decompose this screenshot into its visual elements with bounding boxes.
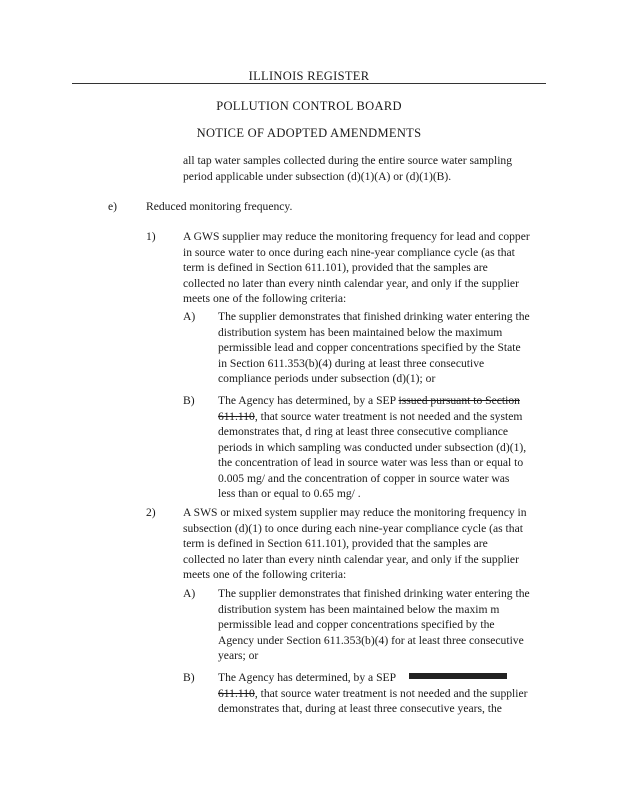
item-1-paragraph bbox=[183, 229, 530, 307]
item-2b-text: , that source water treatment is not needed and the supplier bbox=[254, 686, 528, 700]
deleted-text: issued pursuant to Section bbox=[398, 394, 520, 407]
item-1-marker: 1) bbox=[146, 230, 156, 243]
item-2-paragraph bbox=[183, 505, 527, 583]
item-1b-line: periods in which sampling was conducted under subsection (d)(1), bbox=[218, 440, 527, 454]
item-2a-line: permissible lead and copper concentrations specified by the bbox=[218, 618, 495, 631]
item-1a-line: in Section 611.353(b)(4) during at least three consecutive bbox=[218, 356, 485, 370]
item-1b-text: , that source water treatment is not needed and the system bbox=[254, 409, 523, 423]
item-2b-text: The Agency has determined, by a SEP bbox=[218, 671, 399, 684]
board-name: POLLUTION CONTROL BOARD bbox=[216, 99, 402, 113]
section-e-marker: e) bbox=[108, 200, 118, 213]
item-1-line: term is defined in Section 611.101), provided that the samples are bbox=[183, 261, 488, 274]
item-2b-line: demonstrates that, during at least three consecutive years, the bbox=[218, 702, 502, 715]
item-2b-line bbox=[218, 686, 528, 702]
item-1b-paragraph bbox=[218, 393, 526, 502]
item-2a-line: The supplier demonstrates that finished drinking water entering the bbox=[218, 587, 530, 600]
deleted-text: 611.110 bbox=[218, 686, 255, 700]
redaction-bar bbox=[409, 673, 507, 679]
section-e-title: Reduced monitoring frequency. bbox=[146, 200, 293, 213]
item-1a-line: compliance periods under subsection (d)(1); or bbox=[218, 372, 436, 385]
item-1b-marker: B) bbox=[183, 394, 195, 407]
intro-line: all tap water samples collected during the entire source water sampling bbox=[183, 154, 513, 167]
item-1b-line: 0.005 mg/ and the concentration of copper in source water was bbox=[218, 471, 510, 485]
item-2-line: term is defined in Section 611.101), provided that the samples are bbox=[183, 537, 488, 550]
item-1b-text: The Agency has determined, by a SEP bbox=[218, 394, 399, 407]
item-1b-line: less than or equal to 0.65 mg/ . bbox=[218, 487, 361, 500]
item-2a-line: distribution system has been maintained below the maxim m bbox=[218, 602, 500, 616]
item-2-line: A SWS or mixed system supplier may reduce the monitoring frequency in bbox=[183, 506, 527, 519]
item-2a-line: Agency under Section 611.353(b)(4) for at least three consecutive bbox=[218, 633, 524, 647]
item-1-line: meets one of the following criteria: bbox=[183, 292, 347, 305]
item-1-line: in source water to once during each nine-year compliance cycle (as that bbox=[183, 245, 515, 259]
item-1-line: collected no later than every ninth calendar year, and only if the supplier bbox=[183, 276, 519, 290]
notice-title: NOTICE OF ADOPTED AMENDMENTS bbox=[196, 126, 422, 140]
item-1a-line: distribution system has been maintained below the maximum bbox=[218, 325, 503, 339]
item-1b-line: demonstrates that, d ring at least three consecutive compliance bbox=[218, 425, 509, 438]
item-1a-paragraph bbox=[218, 309, 530, 387]
item-1-line: A GWS supplier may reduce the monitoring frequency for lead and copper bbox=[183, 230, 530, 243]
item-2b-paragraph bbox=[218, 670, 528, 717]
item-1b-line: the concentration of lead in source water was less than or equal to bbox=[218, 456, 524, 469]
item-2b-line bbox=[218, 670, 528, 686]
intro-line: period applicable under subsection (d)(1)(A) or (d)(1)(B). bbox=[183, 169, 452, 183]
item-2-line: collected no later than every ninth calendar year, and only if the supplier bbox=[183, 552, 519, 566]
register-title: ILLINOIS REGISTER bbox=[248, 69, 370, 83]
item-1b-line bbox=[218, 393, 526, 409]
item-1a-line: The supplier demonstrates that finished drinking water entering the bbox=[218, 310, 530, 323]
item-2a-marker: A) bbox=[183, 587, 196, 600]
item-2a-line: years; or bbox=[218, 649, 259, 662]
item-2-line: subsection (d)(1) to once during each nine-year compliance cycle (as that bbox=[183, 521, 523, 535]
item-2b-marker: B) bbox=[183, 671, 195, 684]
intro-paragraph bbox=[183, 153, 512, 184]
item-1a-line: permissible lead and copper concentrations specified by the State bbox=[218, 341, 521, 354]
item-1a-marker: A) bbox=[183, 310, 196, 323]
item-1b-line bbox=[218, 409, 526, 425]
item-2-marker: 2) bbox=[146, 506, 156, 519]
header-divider bbox=[72, 83, 546, 84]
item-2-line: meets one of the following criteria: bbox=[183, 568, 347, 581]
deleted-text: 611.110 bbox=[218, 409, 255, 423]
item-2a-paragraph bbox=[218, 586, 530, 664]
